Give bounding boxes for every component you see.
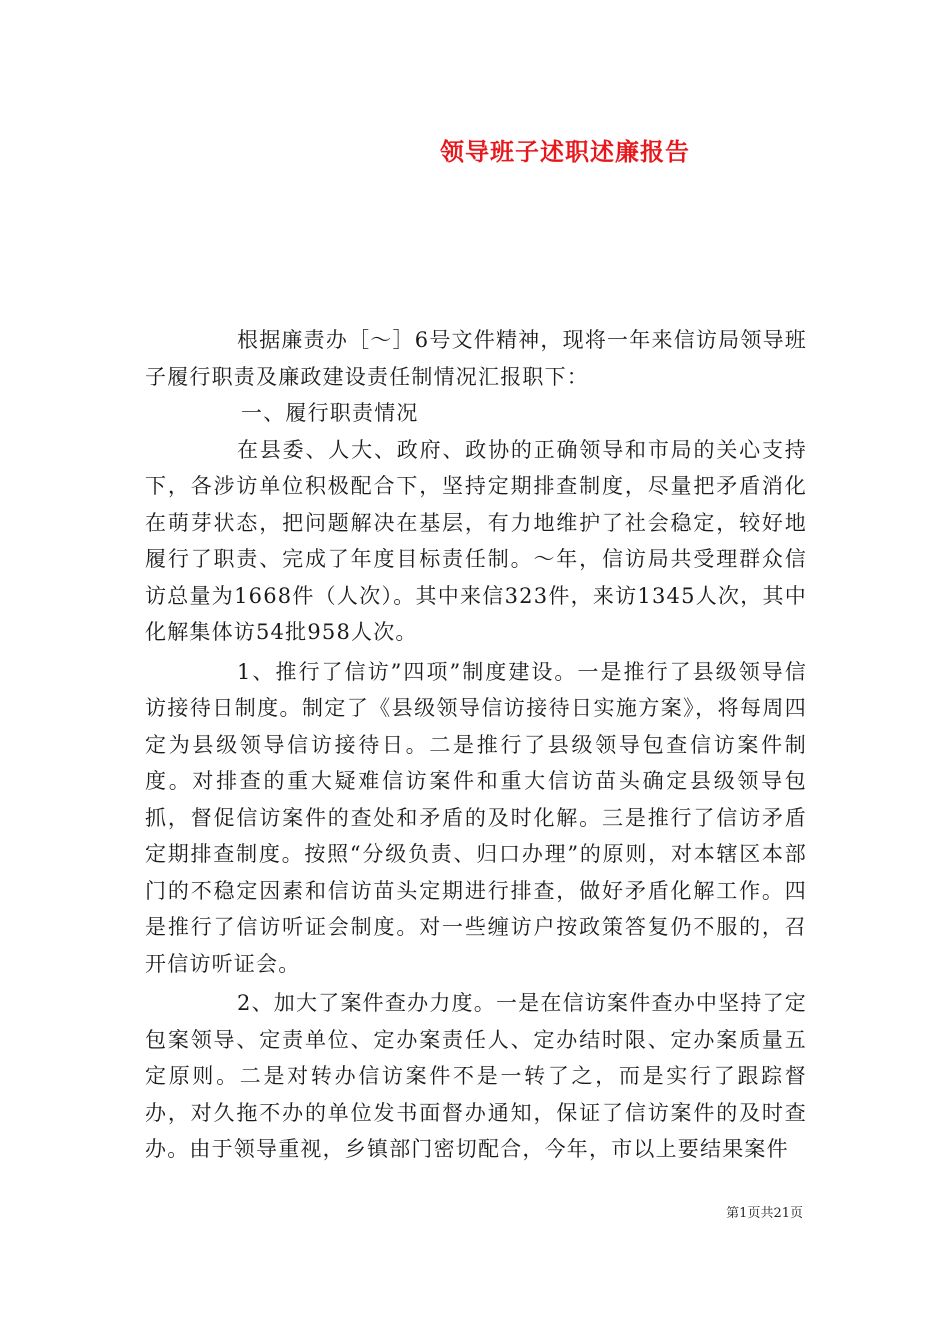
document-title: 领导班子述职述廉报告	[440, 137, 690, 166]
intro-paragraph: 根据廉责办［～］6号文件精神，现将一年来信访局领导班子履行职责及廉政建设责任制情况汇报职下：	[145, 328, 807, 389]
page-number: 第1页共21页	[726, 1206, 803, 1221]
document-body	[145, 322, 807, 1168]
body-paragraph: 在县委、人大、政府、政协的正确领导和市局的关心支持下，各涉访单位积极配合下，坚持定期排查制度，尽量把矛盾消化在萌芽状态，把问题解决在基层，有力地维护了社会稳定，较好地履行了职责、完成了年度目标责任制。～年，信访局共受理群众信访总量为1668件（人次）。其中来信323件，来访1345人次，其中化解集体访54批958人次。	[145, 437, 807, 644]
body-paragraph: 1、推行了信访”四项”制度建设。一是推行了县级领导信访接待日制度。制定了《县级领导信访接待日实施方案》，将每周四定为县级领导信访接待日。二是推行了县级领导包查信访案件制度。对排查的重大疑难信访案件和重大信访苗头确定县级领导包抓，督促信访案件的查处和矛盾的及时化解。三是推行了信访矛盾定期排查制度。按照“分级负责、归口办理”的原则，对本辖区本部门的不稳定因素和信访苗头定期进行排查，做好矛盾化解工作。四是推行了信访听证会制度。对一些缠访户按政策答复仍不服的，召开信访听证会。	[145, 659, 807, 976]
section-heading: 一、履行职责情况	[241, 401, 419, 425]
body-paragraph: 2、加大了案件查办力度。一是在信访案件查办中坚持了定包案领导、定责单位、定办案责任人、定办结时限、定办案质量五定原则。二是对转办信访案件不是一转了之，而是实行了跟踪督办，对久拖不办的单位发书面督办通知，保证了信访案件的及时查办。由于领导重视，乡镇部门密切配合，今年，市以上要结果案件	[145, 991, 807, 1161]
